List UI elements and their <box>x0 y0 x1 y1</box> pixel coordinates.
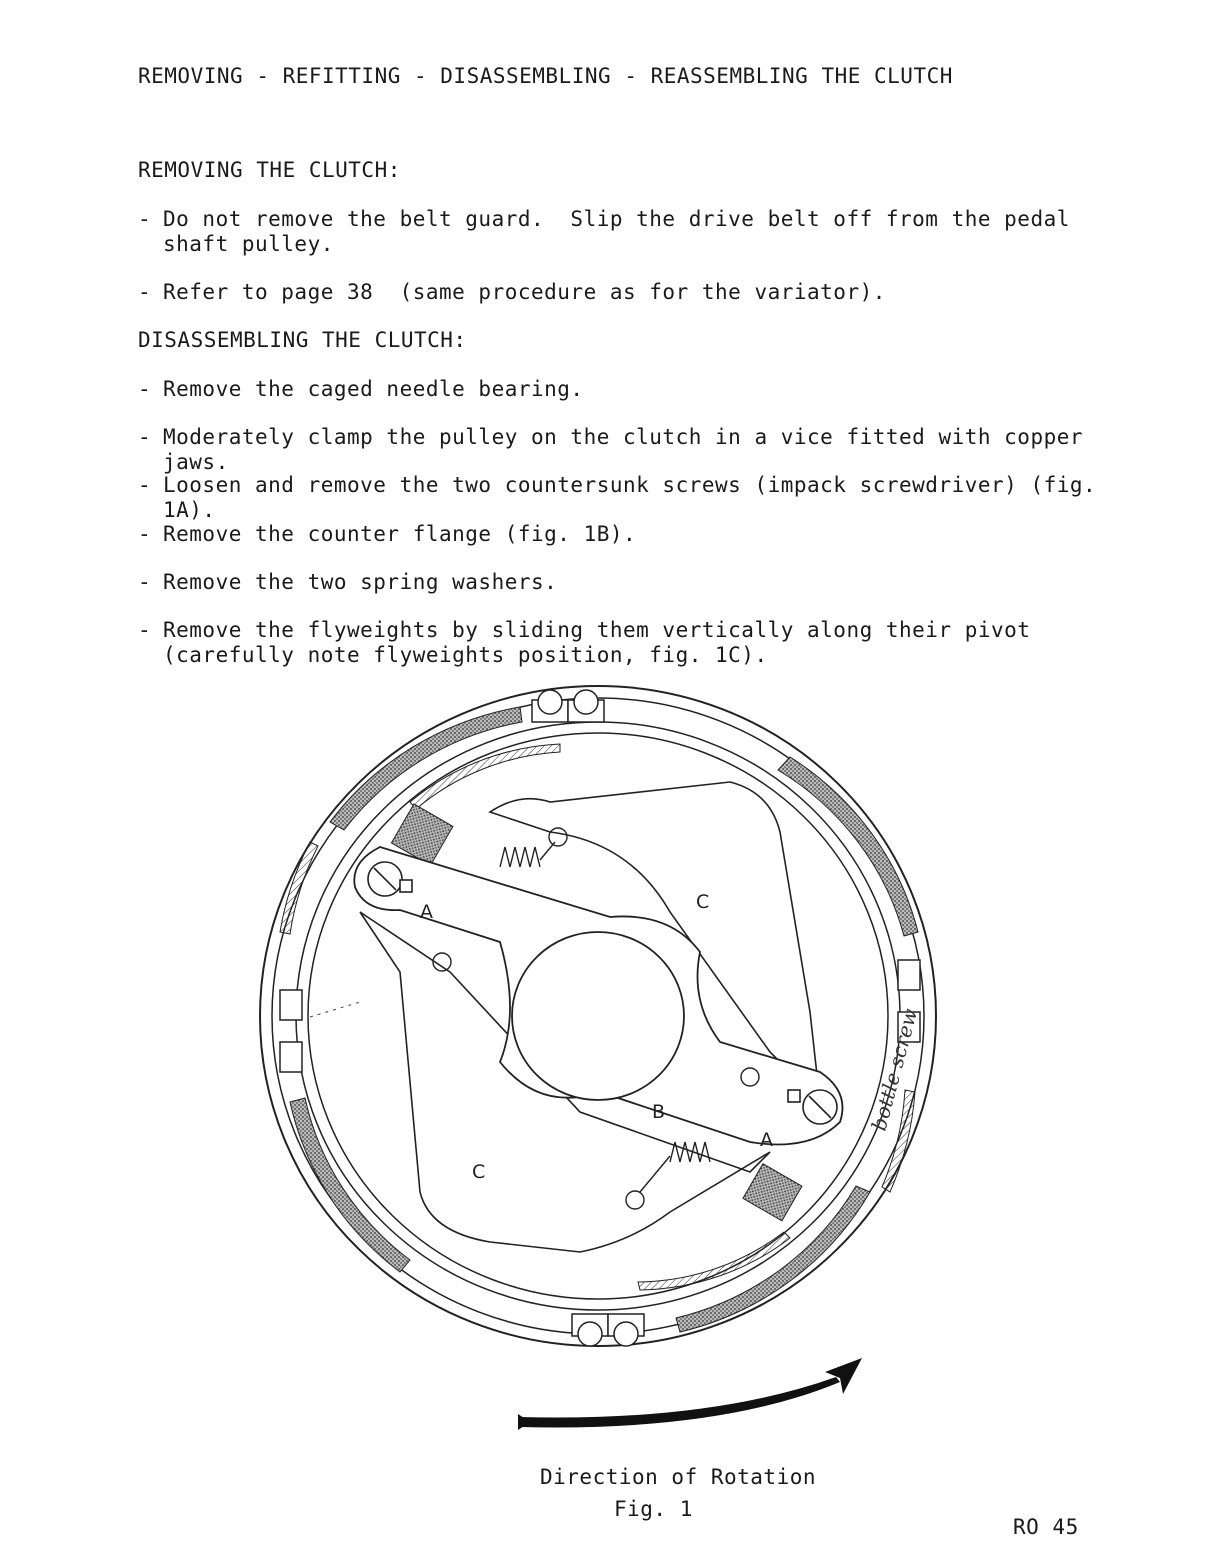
list-item: - Moderately clamp the pulley on the clutch in a vice fitted with copper jaws. <box>138 425 1097 474</box>
list-item: - Refer to page 38 (same procedure as for the variator). <box>138 280 1098 305</box>
center-line <box>310 1002 360 1017</box>
list-item-text: Remove the two spring washers. <box>163 570 558 594</box>
list-item: - Remove the counter flange (fig. 1B). <box>138 522 1098 547</box>
list-item: - Do not remove the belt guard. Slip the drive belt off from the pedal shaft pulley. <box>138 207 1098 257</box>
list-item-text: Loosen and remove the two countersunk screws (impack screwdriver) (fig. 1A). <box>163 473 1110 522</box>
list-item: - Remove the two spring washers. <box>138 570 1098 595</box>
counter-flange <box>354 847 842 1145</box>
list-item-text: Remove the caged needle bearing. <box>163 377 584 401</box>
list-item: - Loosen and remove the two countersunk screws (impack screwdriver) (fig. 1A). <box>138 473 1110 522</box>
label-a: A <box>420 901 433 923</box>
shoe-block <box>743 1164 802 1221</box>
list-item: - Remove the caged needle bearing. <box>138 377 1098 402</box>
page-title: REMOVING - REFITTING - DISASSEMBLING - REASSEMBLING THE CLUTCH <box>138 64 953 88</box>
page-code: RO 45 <box>1013 1515 1079 1539</box>
section-heading-removing: REMOVING THE CLUTCH: <box>138 158 401 182</box>
list-item-text: Refer to page 38 (same procedure as for the variator). <box>163 280 886 304</box>
label-a: A <box>760 1129 773 1151</box>
clutch-diagram <box>250 672 950 1432</box>
list-item: - Remove the flyweights by sliding them vertically along their pivot (carefully note flyweights position, fig. 1C). <box>138 618 1098 668</box>
label-b: B <box>652 1101 666 1123</box>
rotation-arrow <box>518 1358 862 1430</box>
figure-caption: Fig. 1 <box>614 1497 693 1521</box>
list-item-text: Remove the counter flange (fig. 1B). <box>163 522 637 546</box>
list-item-text: Do not remove the belt guard. Slip the drive belt off from the pedal shaft pulley. <box>163 207 1084 256</box>
list-item-text: Moderately clamp the pulley on the clutch in a vice fitted with copper jaws. <box>163 425 1097 474</box>
handwritten-note: bottle screw <box>866 1005 923 1134</box>
section-heading-disassembling: DISASSEMBLING THE CLUTCH: <box>138 328 467 352</box>
label-c: C <box>472 1161 486 1183</box>
label-c: C <box>696 891 710 913</box>
direction-caption: Direction of Rotation <box>540 1465 817 1489</box>
list-item-text: Remove the flyweights by sliding them vertically along their pivot (carefully note flyweights position, fig. 1C). <box>163 618 1044 667</box>
